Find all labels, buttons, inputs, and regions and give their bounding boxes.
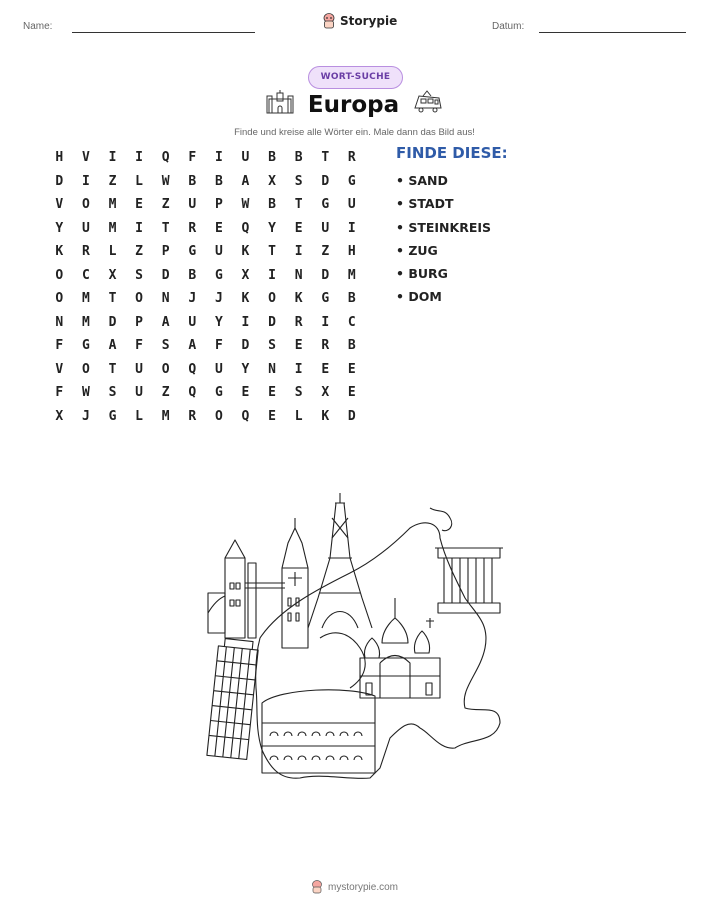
- tower-bridge-icon: [208, 540, 285, 638]
- grid-cell[interactable]: E: [135, 197, 143, 212]
- grid-cell[interactable]: U: [347, 197, 356, 212]
- word-list-item: • ZUG: [396, 242, 438, 258]
- grid-cell[interactable]: B: [188, 267, 197, 283]
- grid-cell[interactable]: E: [268, 408, 276, 424]
- grid-cell[interactable]: U: [214, 244, 223, 259]
- grid-cell[interactable]: T: [108, 361, 117, 377]
- word-list-item: • SAND: [396, 173, 448, 188]
- grid-cell[interactable]: L: [294, 408, 303, 424]
- grid-cell[interactable]: T: [268, 244, 276, 259]
- grid-cell[interactable]: D: [108, 314, 117, 330]
- grid-cell[interactable]: M: [108, 197, 117, 212]
- grid-row: [46, 405, 365, 429]
- footer-url[interactable]: mystorypie.com: [327, 881, 398, 893]
- grid-cell[interactable]: I: [347, 220, 356, 236]
- grid-cell[interactable]: N: [268, 361, 276, 377]
- grid-cell[interactable]: B: [214, 173, 223, 189]
- letter-grid: [46, 146, 365, 428]
- grid-cell[interactable]: Z: [135, 244, 143, 259]
- grid-cell[interactable]: S: [161, 338, 170, 353]
- grid-cell[interactable]: S: [294, 173, 303, 189]
- grid-row: [46, 217, 365, 241]
- grid-cell[interactable]: O: [81, 361, 90, 377]
- grid-cell[interactable]: G: [347, 173, 356, 189]
- grid-cell[interactable]: F: [188, 150, 197, 165]
- grid-cell[interactable]: M: [347, 267, 356, 283]
- grid-cell[interactable]: U: [188, 314, 197, 330]
- grid-cell[interactable]: O: [214, 408, 223, 424]
- europe-landmarks-illustration: [200, 488, 510, 788]
- grid-cell[interactable]: P: [135, 314, 143, 330]
- grid-cell[interactable]: Q: [241, 408, 250, 424]
- grid-cell[interactable]: E: [294, 220, 303, 236]
- grid-row: [46, 358, 365, 382]
- grid-cell[interactable]: G: [81, 338, 90, 353]
- grid-cell[interactable]: Z: [321, 244, 330, 259]
- grid-cell[interactable]: F: [55, 385, 64, 400]
- grid-cell[interactable]: B: [188, 173, 197, 189]
- grid-cell[interactable]: I: [241, 314, 250, 330]
- grid-cell[interactable]: R: [81, 244, 90, 259]
- grid-cell[interactable]: E: [268, 385, 276, 400]
- grid-cell[interactable]: C: [81, 267, 90, 283]
- grid-cell[interactable]: G: [321, 291, 330, 306]
- grid-cell[interactable]: H: [347, 244, 356, 259]
- grid-cell[interactable]: N: [55, 314, 64, 330]
- date-label: Datum:: [492, 21, 525, 32]
- grid-cell[interactable]: K: [294, 291, 303, 306]
- grid-cell[interactable]: B: [347, 338, 356, 353]
- grid-cell[interactable]: E: [294, 338, 303, 353]
- grid-cell[interactable]: K: [55, 244, 64, 259]
- grid-cell[interactable]: O: [55, 267, 64, 283]
- grid-row: [46, 264, 365, 288]
- grid-cell[interactable]: I: [214, 150, 223, 165]
- grid-cell[interactable]: X: [55, 408, 64, 424]
- grid-cell[interactable]: T: [161, 220, 170, 236]
- instructions: Finde und kreise alle Wörter ein. Male dann das Bild aus!: [234, 127, 475, 138]
- grid-cell[interactable]: N: [161, 291, 170, 306]
- grid-cell[interactable]: E: [214, 220, 223, 236]
- grid-cell[interactable]: B: [347, 291, 356, 306]
- grid-cell[interactable]: I: [294, 244, 303, 259]
- grid-cell[interactable]: I: [81, 173, 90, 189]
- grid-cell[interactable]: K: [321, 408, 330, 424]
- gothic-tower-icon: [282, 518, 308, 648]
- grid-cell[interactable]: E: [347, 361, 356, 377]
- grid-cell[interactable]: H: [55, 150, 64, 165]
- grid-cell[interactable]: L: [108, 244, 117, 259]
- grid-cell[interactable]: V: [81, 150, 90, 165]
- word-list: [396, 171, 491, 311]
- grid-cell[interactable]: M: [108, 220, 117, 236]
- europe-map-outline: [256, 523, 500, 779]
- word-list-item: • STEINKREIS: [396, 219, 492, 235]
- eiffel-tower-icon: [308, 493, 372, 628]
- grid-cell[interactable]: Q: [241, 220, 250, 236]
- grid-cell[interactable]: A: [108, 338, 117, 353]
- grid-cell[interactable]: D: [161, 267, 170, 283]
- grid-cell[interactable]: Z: [161, 197, 170, 212]
- grid-cell[interactable]: U: [188, 197, 197, 212]
- grid-cell[interactable]: D: [268, 314, 276, 330]
- grid-cell[interactable]: E: [241, 385, 250, 400]
- page-title: [0, 90, 709, 118]
- word-list-item: • BURG: [396, 266, 448, 282]
- train-icon: [413, 90, 443, 114]
- grid-cell[interactable]: R: [294, 314, 303, 330]
- grid-cell[interactable]: I: [108, 150, 117, 165]
- grid-cell[interactable]: B: [268, 197, 276, 212]
- grid-cell[interactable]: S: [294, 385, 303, 400]
- grid-cell[interactable]: W: [81, 385, 90, 400]
- grid-cell[interactable]: X: [108, 267, 117, 283]
- grid-cell[interactable]: X: [241, 267, 250, 283]
- grid-cell[interactable]: Q: [188, 385, 197, 400]
- grid-cell[interactable]: I: [135, 150, 143, 165]
- grid-cell[interactable]: D: [347, 408, 356, 424]
- st-basils-cathedral-icon: [360, 598, 440, 698]
- grid-row: [46, 193, 365, 217]
- find-title: FINDE DIESE:: [396, 144, 508, 162]
- grid-cell[interactable]: M: [81, 314, 90, 330]
- title-text: Europa: [307, 92, 400, 118]
- grid-cell[interactable]: A: [188, 338, 197, 353]
- grid-row: [46, 381, 365, 405]
- grid-cell[interactable]: T: [108, 291, 117, 306]
- grid-cell[interactable]: Z: [108, 173, 117, 189]
- grid-row: [46, 146, 365, 170]
- grid-cell[interactable]: J: [214, 291, 223, 306]
- grid-cell[interactable]: U: [214, 361, 223, 377]
- grid-cell[interactable]: Y: [214, 314, 223, 330]
- grid-cell[interactable]: I: [135, 220, 143, 236]
- grid-cell[interactable]: T: [294, 197, 303, 212]
- grid-cell[interactable]: Q: [161, 150, 170, 165]
- grid-cell[interactable]: B: [268, 150, 276, 165]
- grid-row: [46, 311, 365, 335]
- name-line[interactable]: [72, 32, 255, 33]
- grid-cell[interactable]: Y: [241, 361, 250, 377]
- grid-cell[interactable]: O: [161, 361, 170, 377]
- grid-cell[interactable]: Y: [268, 220, 276, 236]
- brand-logo: [322, 13, 397, 29]
- grid-cell[interactable]: J: [188, 291, 197, 306]
- grid-cell[interactable]: N: [294, 267, 303, 283]
- grid-cell[interactable]: I: [321, 314, 330, 330]
- grid-cell[interactable]: U: [81, 220, 90, 236]
- grid-cell[interactable]: P: [214, 197, 223, 212]
- name-label: Name:: [23, 21, 53, 32]
- footer: [0, 880, 709, 894]
- grid-cell[interactable]: A: [241, 173, 250, 189]
- grid-cell[interactable]: O: [268, 291, 276, 306]
- grid-row: [46, 287, 365, 311]
- grid-cell[interactable]: S: [268, 338, 276, 353]
- word-search-badge: WORT-SUCHE: [308, 66, 403, 89]
- grid-cell[interactable]: S: [135, 267, 143, 283]
- leaning-tower-icon: [207, 638, 259, 760]
- grid-cell[interactable]: T: [321, 150, 330, 165]
- grid-cell[interactable]: C: [347, 314, 356, 330]
- grid-row: [46, 334, 365, 358]
- grid-cell[interactable]: F: [135, 338, 143, 353]
- colosseum-icon: [262, 690, 375, 773]
- date-line[interactable]: [539, 32, 686, 33]
- storypie-mascot-icon: [311, 880, 323, 894]
- grid-cell[interactable]: A: [161, 314, 170, 330]
- grid-cell[interactable]: D: [241, 338, 250, 353]
- grid-cell[interactable]: J: [81, 408, 90, 424]
- grid-cell[interactable]: D: [55, 173, 64, 189]
- grid-cell[interactable]: U: [135, 385, 143, 400]
- grid-cell[interactable]: D: [321, 173, 330, 189]
- castle-icon: [266, 90, 294, 114]
- grid-cell[interactable]: G: [108, 408, 117, 424]
- word-list-item: • STADT: [396, 196, 454, 212]
- grid-cell[interactable]: W: [161, 173, 170, 189]
- grid-cell[interactable]: K: [241, 244, 250, 259]
- grid-cell[interactable]: R: [321, 338, 330, 353]
- grid-cell[interactable]: V: [55, 361, 64, 377]
- storypie-mascot-icon: [322, 13, 336, 29]
- grid-cell[interactable]: R: [188, 408, 197, 424]
- grid-cell[interactable]: P: [161, 244, 170, 259]
- grid-cell[interactable]: M: [161, 408, 170, 424]
- greek-temple-icon: [435, 548, 503, 613]
- grid-cell[interactable]: D: [321, 267, 330, 283]
- grid-cell[interactable]: Q: [188, 361, 197, 377]
- grid-cell[interactable]: G: [321, 197, 330, 212]
- grid-cell[interactable]: U: [241, 150, 250, 165]
- grid-cell[interactable]: E: [347, 385, 356, 400]
- grid-cell[interactable]: F: [214, 338, 223, 353]
- grid-row: [46, 240, 365, 264]
- grid-cell[interactable]: I: [268, 267, 276, 283]
- grid-cell[interactable]: L: [135, 173, 143, 189]
- grid-cell[interactable]: Z: [161, 385, 170, 400]
- grid-cell[interactable]: Y: [55, 220, 64, 236]
- grid-cell[interactable]: L: [135, 408, 143, 424]
- grid-cell[interactable]: U: [321, 220, 330, 236]
- grid-cell[interactable]: F: [55, 338, 64, 353]
- grid-cell[interactable]: G: [214, 267, 223, 283]
- grid-cell[interactable]: G: [214, 385, 223, 400]
- grid-cell[interactable]: R: [347, 150, 356, 165]
- grid-cell[interactable]: O: [55, 291, 64, 306]
- grid-cell[interactable]: W: [241, 197, 250, 212]
- grid-cell[interactable]: R: [188, 220, 197, 236]
- word-list-item: • DOM: [396, 289, 442, 305]
- grid-cell[interactable]: B: [294, 150, 303, 165]
- grid-cell[interactable]: U: [135, 361, 143, 377]
- grid-cell[interactable]: K: [241, 291, 250, 306]
- brand-name: Storypie: [340, 14, 398, 28]
- grid-cell[interactable]: I: [294, 361, 303, 377]
- grid-cell[interactable]: V: [55, 197, 64, 212]
- grid-cell[interactable]: M: [81, 291, 90, 306]
- grid-cell[interactable]: E: [321, 361, 330, 377]
- grid-cell[interactable]: X: [268, 173, 276, 189]
- grid-row: [46, 170, 365, 194]
- grid-cell[interactable]: X: [321, 385, 330, 400]
- grid-cell[interactable]: O: [81, 197, 90, 212]
- grid-cell[interactable]: O: [135, 291, 143, 306]
- grid-cell[interactable]: G: [188, 244, 197, 259]
- grid-cell[interactable]: S: [108, 385, 117, 400]
